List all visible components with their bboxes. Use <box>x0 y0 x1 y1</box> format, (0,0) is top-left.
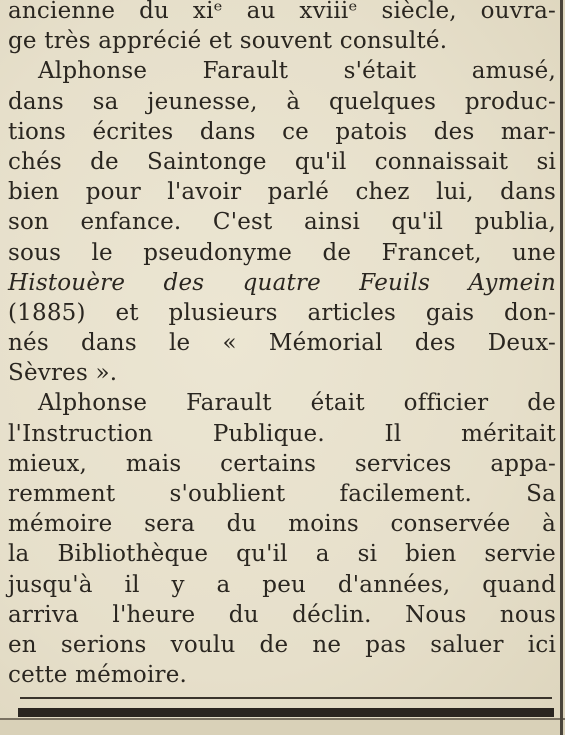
text-line <box>8 238 556 268</box>
text-line <box>8 207 556 237</box>
text-line <box>8 509 556 539</box>
line-text: bien pour l'avoir parlé chez lui, dans <box>8 179 556 206</box>
text-line <box>8 449 556 479</box>
text-line <box>8 660 556 690</box>
text-line <box>8 630 556 660</box>
line-text: nés dans le « Mémorial des Deux- <box>8 330 556 357</box>
text-line <box>8 600 556 630</box>
text-line <box>8 570 556 600</box>
text-line <box>8 26 556 56</box>
text-line <box>8 147 556 177</box>
text-line <box>8 56 556 86</box>
line-text: ancienne du xiᵉ au xviiiᵉ siècle, ouvra- <box>8 0 556 24</box>
text-line <box>8 0 556 26</box>
article-column <box>8 0 556 690</box>
line-text: l'Instruction Publique. Il méritait <box>8 420 556 447</box>
line-text: en serions voulu de ne pas saluer ici <box>8 631 556 658</box>
line-text: sous le pseudonyme de Francet, une <box>8 239 556 266</box>
next-article-bleed <box>0 720 565 735</box>
text-line <box>8 419 556 449</box>
text-line <box>8 298 556 328</box>
text-line <box>8 268 556 298</box>
line-text: mémoire sera du moins conservée à <box>8 511 556 538</box>
line-text: cette mémoire. <box>8 662 188 689</box>
column-border-right <box>560 0 563 735</box>
line-text: la Bibliothèque qu'il a si bien servie <box>8 541 556 568</box>
line-text: tions écrites dans ce patois des mar- <box>8 118 556 145</box>
text-line <box>8 539 556 569</box>
line-text: dans sa jeunesse, à quelques produc- <box>8 88 556 115</box>
line-text: jusqu'à il y a peu d'années, quand <box>8 571 556 598</box>
text-line <box>8 177 556 207</box>
text-line <box>8 358 556 388</box>
line-text: son enfance. C'est ainsi qu'il publia, <box>8 209 556 236</box>
line-text: (1885) et plusieurs articles gais don- <box>8 299 556 326</box>
line-text: Sèvres ». <box>8 360 118 387</box>
line-text: ge très apprécié et souvent consulté. <box>8 28 448 55</box>
line-text: arriva l'heure du déclin. Nous nous <box>8 601 556 628</box>
text-line <box>8 328 556 358</box>
book-title: Histouère des quatre Feuils Aymein <box>8 269 556 296</box>
line-text: Alphonse Farault s'était amusé, <box>38 58 556 85</box>
line-text: remment s'oublient facilement. Sa <box>8 481 556 507</box>
text-line <box>8 87 556 117</box>
separator-rule-thick <box>18 708 554 717</box>
line-text: mieux, mais certains services appa- <box>8 450 556 477</box>
line-text: chés de Saintonge qu'il connaissait si <box>8 148 556 175</box>
text-line <box>8 117 556 147</box>
text-line <box>8 388 556 418</box>
separator-rule-thin <box>20 697 552 699</box>
line-text: Alphonse Farault était officier de <box>38 390 556 417</box>
text-line <box>8 479 556 509</box>
